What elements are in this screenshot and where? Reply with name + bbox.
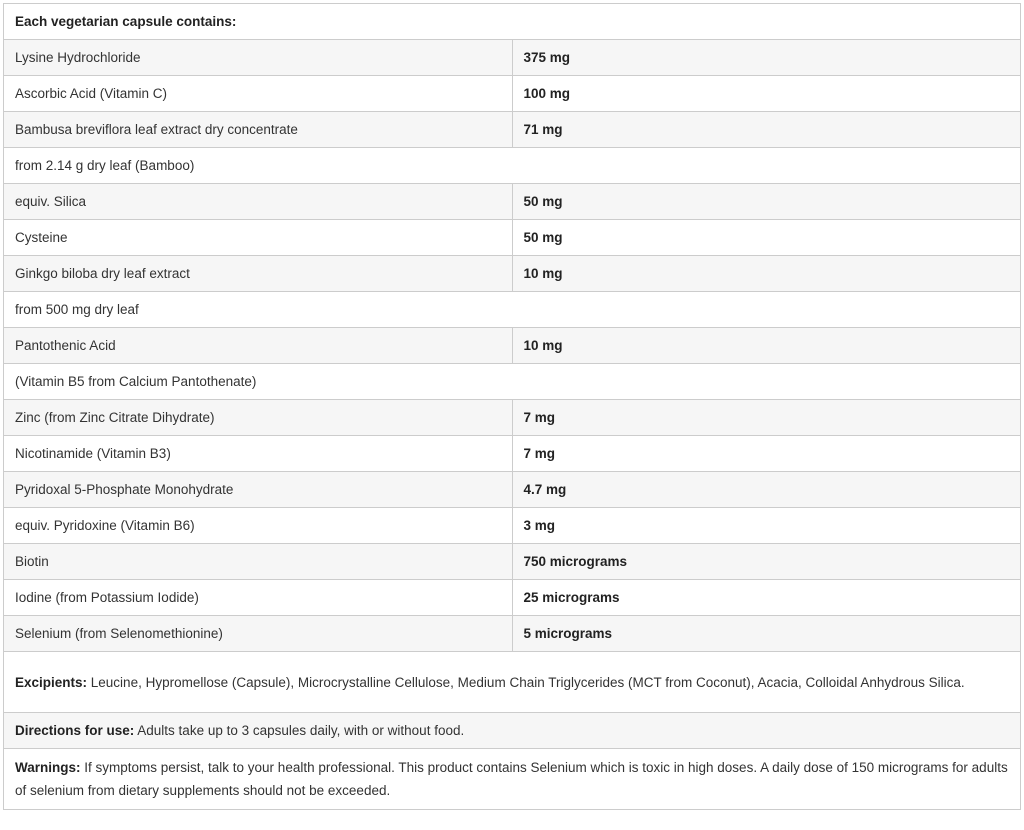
table-row [4, 184, 1021, 220]
ingredient-amount: 4.7 mg [512, 472, 1021, 508]
ingredient-note: from 2.14 g dry leaf (Bamboo) [4, 148, 1021, 184]
ingredient-amount: 71 mg [512, 112, 1021, 148]
table-row [4, 256, 1021, 292]
table-header-row [4, 4, 1021, 40]
table-row [4, 544, 1021, 580]
directions-row [4, 713, 1021, 749]
ingredient-name: Pantothenic Acid [4, 328, 513, 364]
ingredient-name: Zinc (from Zinc Citrate Dihydrate) [4, 400, 513, 436]
warnings-cell [4, 749, 1021, 810]
ingredient-name: Lysine Hydrochloride [4, 40, 513, 76]
directions-cell [4, 713, 1021, 749]
ingredient-amount: 7 mg [512, 436, 1021, 472]
table-row [4, 580, 1021, 616]
table-row [4, 364, 1021, 400]
ingredient-amount: 25 micrograms [512, 580, 1021, 616]
table-header: Each vegetarian capsule contains: [4, 4, 1021, 40]
ingredient-name: Selenium (from Selenomethionine) [4, 616, 513, 652]
ingredient-name: equiv. Silica [4, 184, 513, 220]
table-row [4, 400, 1021, 436]
ingredient-note: from 500 mg dry leaf [4, 292, 1021, 328]
ingredient-amount: 50 mg [512, 184, 1021, 220]
ingredient-amount: 10 mg [512, 328, 1021, 364]
excipients-cell [4, 652, 1021, 713]
excipients-text: Leucine, Hypromellose (Capsule), Microcrystalline Cellulose, Medium Chain Triglycerides (MCT from Coconut), Acacia, Colloidal Anhydrous Silica. [87, 674, 965, 690]
directions-label: Directions for use: [15, 723, 135, 738]
ingredient-name: equiv. Pyridoxine (Vitamin B6) [4, 508, 513, 544]
ingredient-amount: 3 mg [512, 508, 1021, 544]
ingredient-amount: 10 mg [512, 256, 1021, 292]
table-row [4, 436, 1021, 472]
warnings-text: If symptoms persist, talk to your health professional. This product contains Selenium which is toxic in high doses. A daily dose of 150 micrograms for adults of selenium from dietary supplements should not be exceeded. [15, 760, 1008, 798]
table-row [4, 328, 1021, 364]
warnings-row [4, 749, 1021, 810]
ingredient-note: (Vitamin B5 from Calcium Pantothenate) [4, 364, 1021, 400]
directions-text: Adults take up to 3 capsules daily, with or without food. [134, 723, 465, 738]
table-row [4, 292, 1021, 328]
excipients-label: Excipients: [15, 674, 88, 690]
ingredient-name: Ascorbic Acid (Vitamin C) [4, 76, 513, 112]
ingredient-amount: 5 micrograms [512, 616, 1021, 652]
ingredient-name: Ginkgo biloba dry leaf extract [4, 256, 513, 292]
ingredient-name: Pyridoxal 5-Phosphate Monohydrate [4, 472, 513, 508]
table-row [4, 112, 1021, 148]
table-row [4, 76, 1021, 112]
table-row [4, 40, 1021, 76]
ingredient-amount: 100 mg [512, 76, 1021, 112]
ingredient-name: Bambusa breviflora leaf extract dry concentrate [4, 112, 513, 148]
ingredient-amount: 375 mg [512, 40, 1021, 76]
table-row [4, 220, 1021, 256]
ingredient-name: Iodine (from Potassium Iodide) [4, 580, 513, 616]
ingredient-amount: 50 mg [512, 220, 1021, 256]
excipients-row [4, 652, 1021, 713]
ingredient-name: Cysteine [4, 220, 513, 256]
table-row [4, 148, 1021, 184]
table-row [4, 472, 1021, 508]
ingredient-name: Biotin [4, 544, 513, 580]
table-row [4, 508, 1021, 544]
ingredient-name: Nicotinamide (Vitamin B3) [4, 436, 513, 472]
ingredient-amount: 7 mg [512, 400, 1021, 436]
warnings-label: Warnings: [15, 760, 81, 775]
ingredient-amount: 750 micrograms [512, 544, 1021, 580]
table-row [4, 616, 1021, 652]
supplement-facts-table [3, 3, 1021, 810]
